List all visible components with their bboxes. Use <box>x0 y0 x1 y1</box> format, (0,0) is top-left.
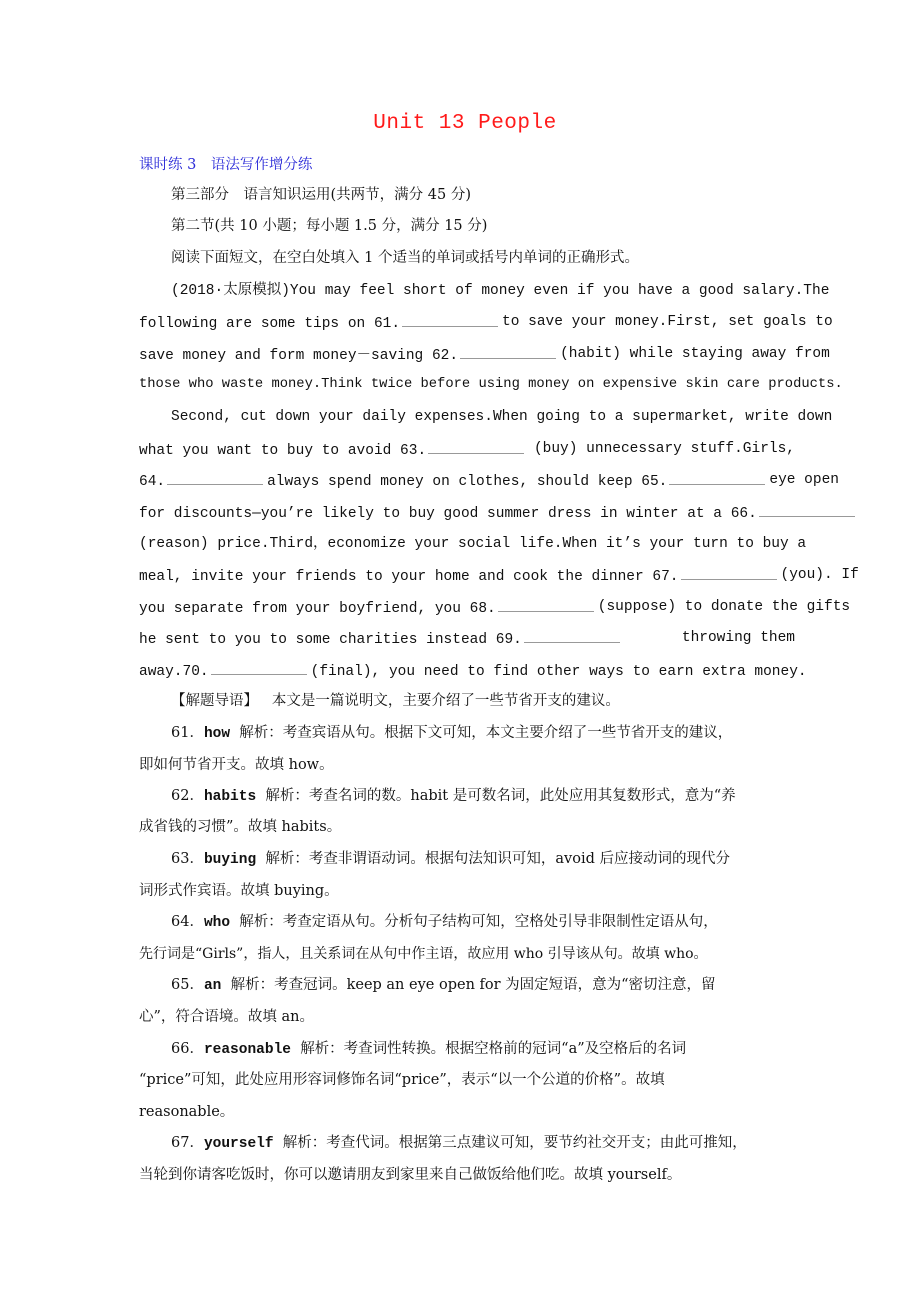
passage-line: away.70. (final), you need to find other ways to earn extra money. <box>139 660 807 682</box>
answer-66: 66．reasonable 解析：考查词性转换。根据空格前的冠词“a”及空格后的名词 <box>171 1041 687 1058</box>
answer-65-cont: 心”，符合语境。故填 an。 <box>139 1009 315 1025</box>
blank-61[interactable] <box>402 312 498 327</box>
blank-62[interactable] <box>460 344 556 359</box>
passage-line: Second, cut down your daily expenses.When going to a supermarket, write down <box>171 409 833 425</box>
section-part: 第三部分 语言知识运用(共两节，满分 45 分) <box>171 187 471 203</box>
blank-65[interactable] <box>669 470 765 485</box>
passage-line: meal, invite your friends to your home and cook the dinner 67. (you). If <box>139 567 859 585</box>
passage-line: for discounts—you’re likely to buy good summer dress in winter at a 66. <box>139 502 859 524</box>
passage-line: save money and form money－saving 62. (habit) while staying away from <box>139 346 830 364</box>
blank-68[interactable] <box>498 597 594 612</box>
guide-text: 本文是一篇说明文，主要介绍了一些节省开支的建议。 <box>271 693 620 709</box>
blank-64[interactable] <box>167 470 263 485</box>
answer-67-cont: 当轮到你请客吃饭时，你可以邀请朋友到家里来自己做饭给他们吃。故填 yourself。 <box>139 1167 682 1183</box>
guide-label: 【解题导语】 <box>171 693 258 709</box>
passage-line: those who waste money.Think twice before using money on expensive skin care products. <box>139 377 843 392</box>
blank-63[interactable] <box>428 439 524 454</box>
guide <box>171 691 620 711</box>
passage-line: he sent to you to some charities instead 69. throwing them <box>139 630 795 648</box>
answer-61: 61．how 解析：考查宾语从句。根据下文可知，本文主要介绍了一些节省开支的建议， <box>171 725 733 742</box>
instruction: 阅读下面短文，在空白处填入 1 个适当的单词或括号内单词的正确形式。 <box>171 250 639 266</box>
blank-69[interactable] <box>524 628 620 643</box>
answer-64-cont: 先行词是“Girls”，指人，且关系词在从句中作主语，故应用 who 引导该从句。故填 who。 <box>139 946 708 962</box>
passage-line: what you want to buy to avoid 63. (buy) unnecessary stuff.Girls, <box>139 441 795 459</box>
page-title: Unit 13 People <box>373 112 557 135</box>
passage-line: 64. always spend money on clothes, should keep 65. eye open <box>139 472 839 490</box>
passage-line: (reason) price.Third，economize your social life.When it’s your turn to buy a <box>139 536 807 552</box>
passage-line: (2018·太原模拟)You may feel short of money even if you have a good salary.The <box>171 283 830 299</box>
blank-67[interactable] <box>681 565 777 580</box>
answer-66-cont: “price”可知，此处应用形容词修饰名词“price”，表示“以一个公道的价格”。故填 <box>139 1072 665 1088</box>
answer-67: 67．yourself 解析：考查代词。根据第三点建议可知，要节约社交开支；由此可推知， <box>171 1135 747 1152</box>
answer-65: 65．an 解析：考查冠词。keep an eye open for 为固定短语，意为“密切注意，留 <box>171 977 716 994</box>
blank-66[interactable] <box>759 502 855 517</box>
passage-line: following are some tips on 61. to save your money.First, set goals to <box>139 314 833 332</box>
answer-66-cont2: reasonable。 <box>139 1104 235 1120</box>
answer-64: 64．who 解析：考查定语从句。分析句子结构可知，空格处引导非限制性定语从句， <box>171 914 718 931</box>
passage-line: you separate from your boyfriend, you 68. (suppose) to donate the gifts <box>139 599 851 617</box>
blank-70[interactable] <box>211 660 307 675</box>
lesson-subtitle: 课时练 3 语法写作增分练 <box>139 157 313 173</box>
answer-62: 62．habits 解析：考查名词的数。habit 是可数名词，此处应用其复数形式，意为“养 <box>171 788 736 805</box>
answer-63-cont: 词形式作宾语。故填 buying。 <box>139 883 339 899</box>
answer-62-cont: 成省钱的习惯”。故填 habits。 <box>139 819 342 835</box>
section-sub: 第二节(共 10 小题；每小题 1.5 分，满分 15 分) <box>171 218 488 234</box>
answer-61-cont: 即如何节省开支。故填 how。 <box>139 757 334 773</box>
answer-63: 63．buying 解析：考查非谓语动词。根据句法知识可知，avoid 后应接动词的现代分 <box>171 851 730 868</box>
